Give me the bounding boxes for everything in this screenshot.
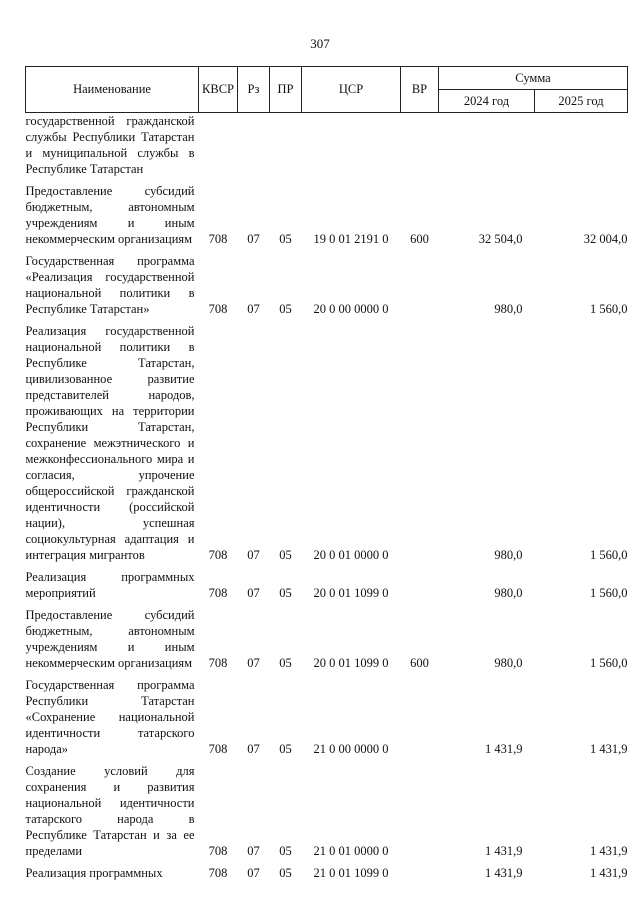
table-row — [26, 757, 628, 859]
row-name: Реализация государственной национальной политики в Республике Татарстан, цивилизованное развитие представителей народов, проживающих на территории Республики Татарстан, сохранение межэтнического и межконфессионального мира и согласия, упрочение общероссийской гражданской идентичности (российской нации), успешная социокультурная адаптация и интеграция мигрантов — [25, 324, 195, 562]
row-sum-2025: 1 560,0 — [590, 548, 628, 562]
header-vr: ВР — [401, 67, 439, 113]
row-rz: 07 — [247, 866, 260, 880]
row-kvsr: 708 — [208, 866, 228, 880]
row-kvsr: 708 — [208, 742, 228, 756]
row-sum-2025: 32 004,0 — [583, 232, 628, 246]
row-sum-2025: 1 431,9 — [590, 866, 628, 880]
row-csr — [302, 113, 401, 178]
header-rz: Рз — [238, 67, 270, 113]
header-name: Наименование — [26, 67, 199, 113]
row-sum-2024: 32 504,0 — [478, 232, 523, 246]
row-kvsr: 708 — [208, 302, 228, 316]
row-csr: 19 0 01 2191 0 — [313, 232, 389, 246]
row-sum-2024: 980,0 — [494, 656, 523, 670]
row-kvsr: 708 — [208, 586, 228, 600]
table-row — [26, 859, 628, 881]
table-row — [26, 601, 628, 671]
row-name: Государственная программа Республики Татарстан «Сохранение национальной идентичности татарского народа» — [25, 678, 195, 756]
row-kvsr: 708 — [208, 548, 228, 562]
row-pr: 05 — [279, 844, 292, 858]
row-sum-2025: 1 560,0 — [590, 656, 628, 670]
row-name: Реализация программных мероприятий — [25, 570, 195, 600]
row-pr: 05 — [279, 866, 292, 880]
header-pr: ПР — [270, 67, 302, 113]
row-sum-2024: 980,0 — [494, 586, 523, 600]
row-rz: 07 — [247, 586, 260, 600]
row-rz — [238, 113, 270, 178]
row-pr: 05 — [279, 232, 292, 246]
row-sum-2024: 980,0 — [494, 548, 523, 562]
table-row — [26, 247, 628, 317]
row-sum-2025: 1 560,0 — [590, 586, 628, 600]
row-pr — [270, 113, 302, 178]
row-rz: 07 — [247, 656, 260, 670]
header-sum: Сумма — [439, 67, 628, 90]
row-pr: 05 — [279, 656, 292, 670]
table-header — [26, 67, 628, 113]
row-sum-2025 — [535, 113, 628, 178]
header-csr: ЦСР — [302, 67, 401, 113]
row-vr: 600 — [410, 656, 429, 670]
row-kvsr: 708 — [208, 232, 228, 246]
row-csr: 20 0 00 0000 0 — [313, 302, 389, 316]
row-vr — [401, 757, 439, 859]
page-number: 307 — [310, 36, 330, 51]
row-vr — [401, 859, 439, 881]
table-body — [26, 113, 628, 882]
table-row — [26, 563, 628, 601]
table-row — [26, 113, 628, 178]
row-csr: 21 0 00 0000 0 — [313, 742, 389, 756]
table-row — [26, 177, 628, 247]
row-csr: 20 0 01 0000 0 — [313, 548, 389, 562]
row-sum-2025: 1 431,9 — [590, 844, 628, 858]
row-rz: 07 — [247, 844, 260, 858]
row-sum-2025: 1 560,0 — [590, 302, 628, 316]
row-name: Государственная программа «Реализация государственной национальной политики в Республике Татарстан» — [25, 254, 195, 316]
row-csr: 20 0 01 1099 0 — [313, 586, 389, 600]
row-name: Создание условий для сохранения и развития национальной идентичности татарского народа в Республике Татарстан и за ее пределами — [25, 764, 195, 858]
row-sum-2024: 1 431,9 — [485, 844, 523, 858]
row-name: Предоставление субсидий бюджетным, автономным учреждениям и иным некоммерческим организациям — [25, 184, 195, 246]
row-sum-2024 — [439, 113, 535, 178]
row-rz: 07 — [247, 302, 260, 316]
header-year-2025: 2025 год — [535, 90, 628, 113]
row-sum-2024: 1 431,9 — [485, 742, 523, 756]
row-kvsr — [199, 113, 238, 178]
row-rz: 07 — [247, 548, 260, 562]
row-rz: 07 — [247, 742, 260, 756]
row-vr — [401, 671, 439, 757]
row-pr: 05 — [279, 586, 292, 600]
row-name: государственной гражданской службы Республики Татарстан и муниципальной службы в Республике Татарстан — [25, 114, 195, 176]
row-name: Реализация программных — [25, 866, 163, 880]
row-rz: 07 — [247, 232, 260, 246]
row-pr: 05 — [279, 302, 292, 316]
row-vr: 600 — [410, 232, 429, 246]
row-sum-2024: 980,0 — [494, 302, 523, 316]
header-year-2024: 2024 год — [439, 90, 535, 113]
row-pr: 05 — [279, 548, 292, 562]
table-row — [26, 317, 628, 563]
budget-table — [25, 66, 628, 881]
row-pr: 05 — [279, 742, 292, 756]
row-csr: 21 0 01 1099 0 — [313, 866, 389, 880]
row-kvsr: 708 — [208, 844, 228, 858]
table-row — [26, 671, 628, 757]
row-sum-2025: 1 431,9 — [590, 742, 628, 756]
row-name: Предоставление субсидий бюджетным, автономным учреждениям и иным некоммерческим организациям — [25, 608, 195, 670]
row-vr — [401, 317, 439, 563]
row-csr: 20 0 01 1099 0 — [313, 656, 389, 670]
row-sum-2024: 1 431,9 — [485, 866, 523, 880]
row-vr — [401, 113, 439, 178]
header-kvsr: КВСР — [199, 67, 238, 113]
row-vr — [401, 247, 439, 317]
row-vr — [401, 563, 439, 601]
row-csr: 21 0 01 0000 0 — [313, 844, 389, 858]
row-kvsr: 708 — [208, 656, 228, 670]
